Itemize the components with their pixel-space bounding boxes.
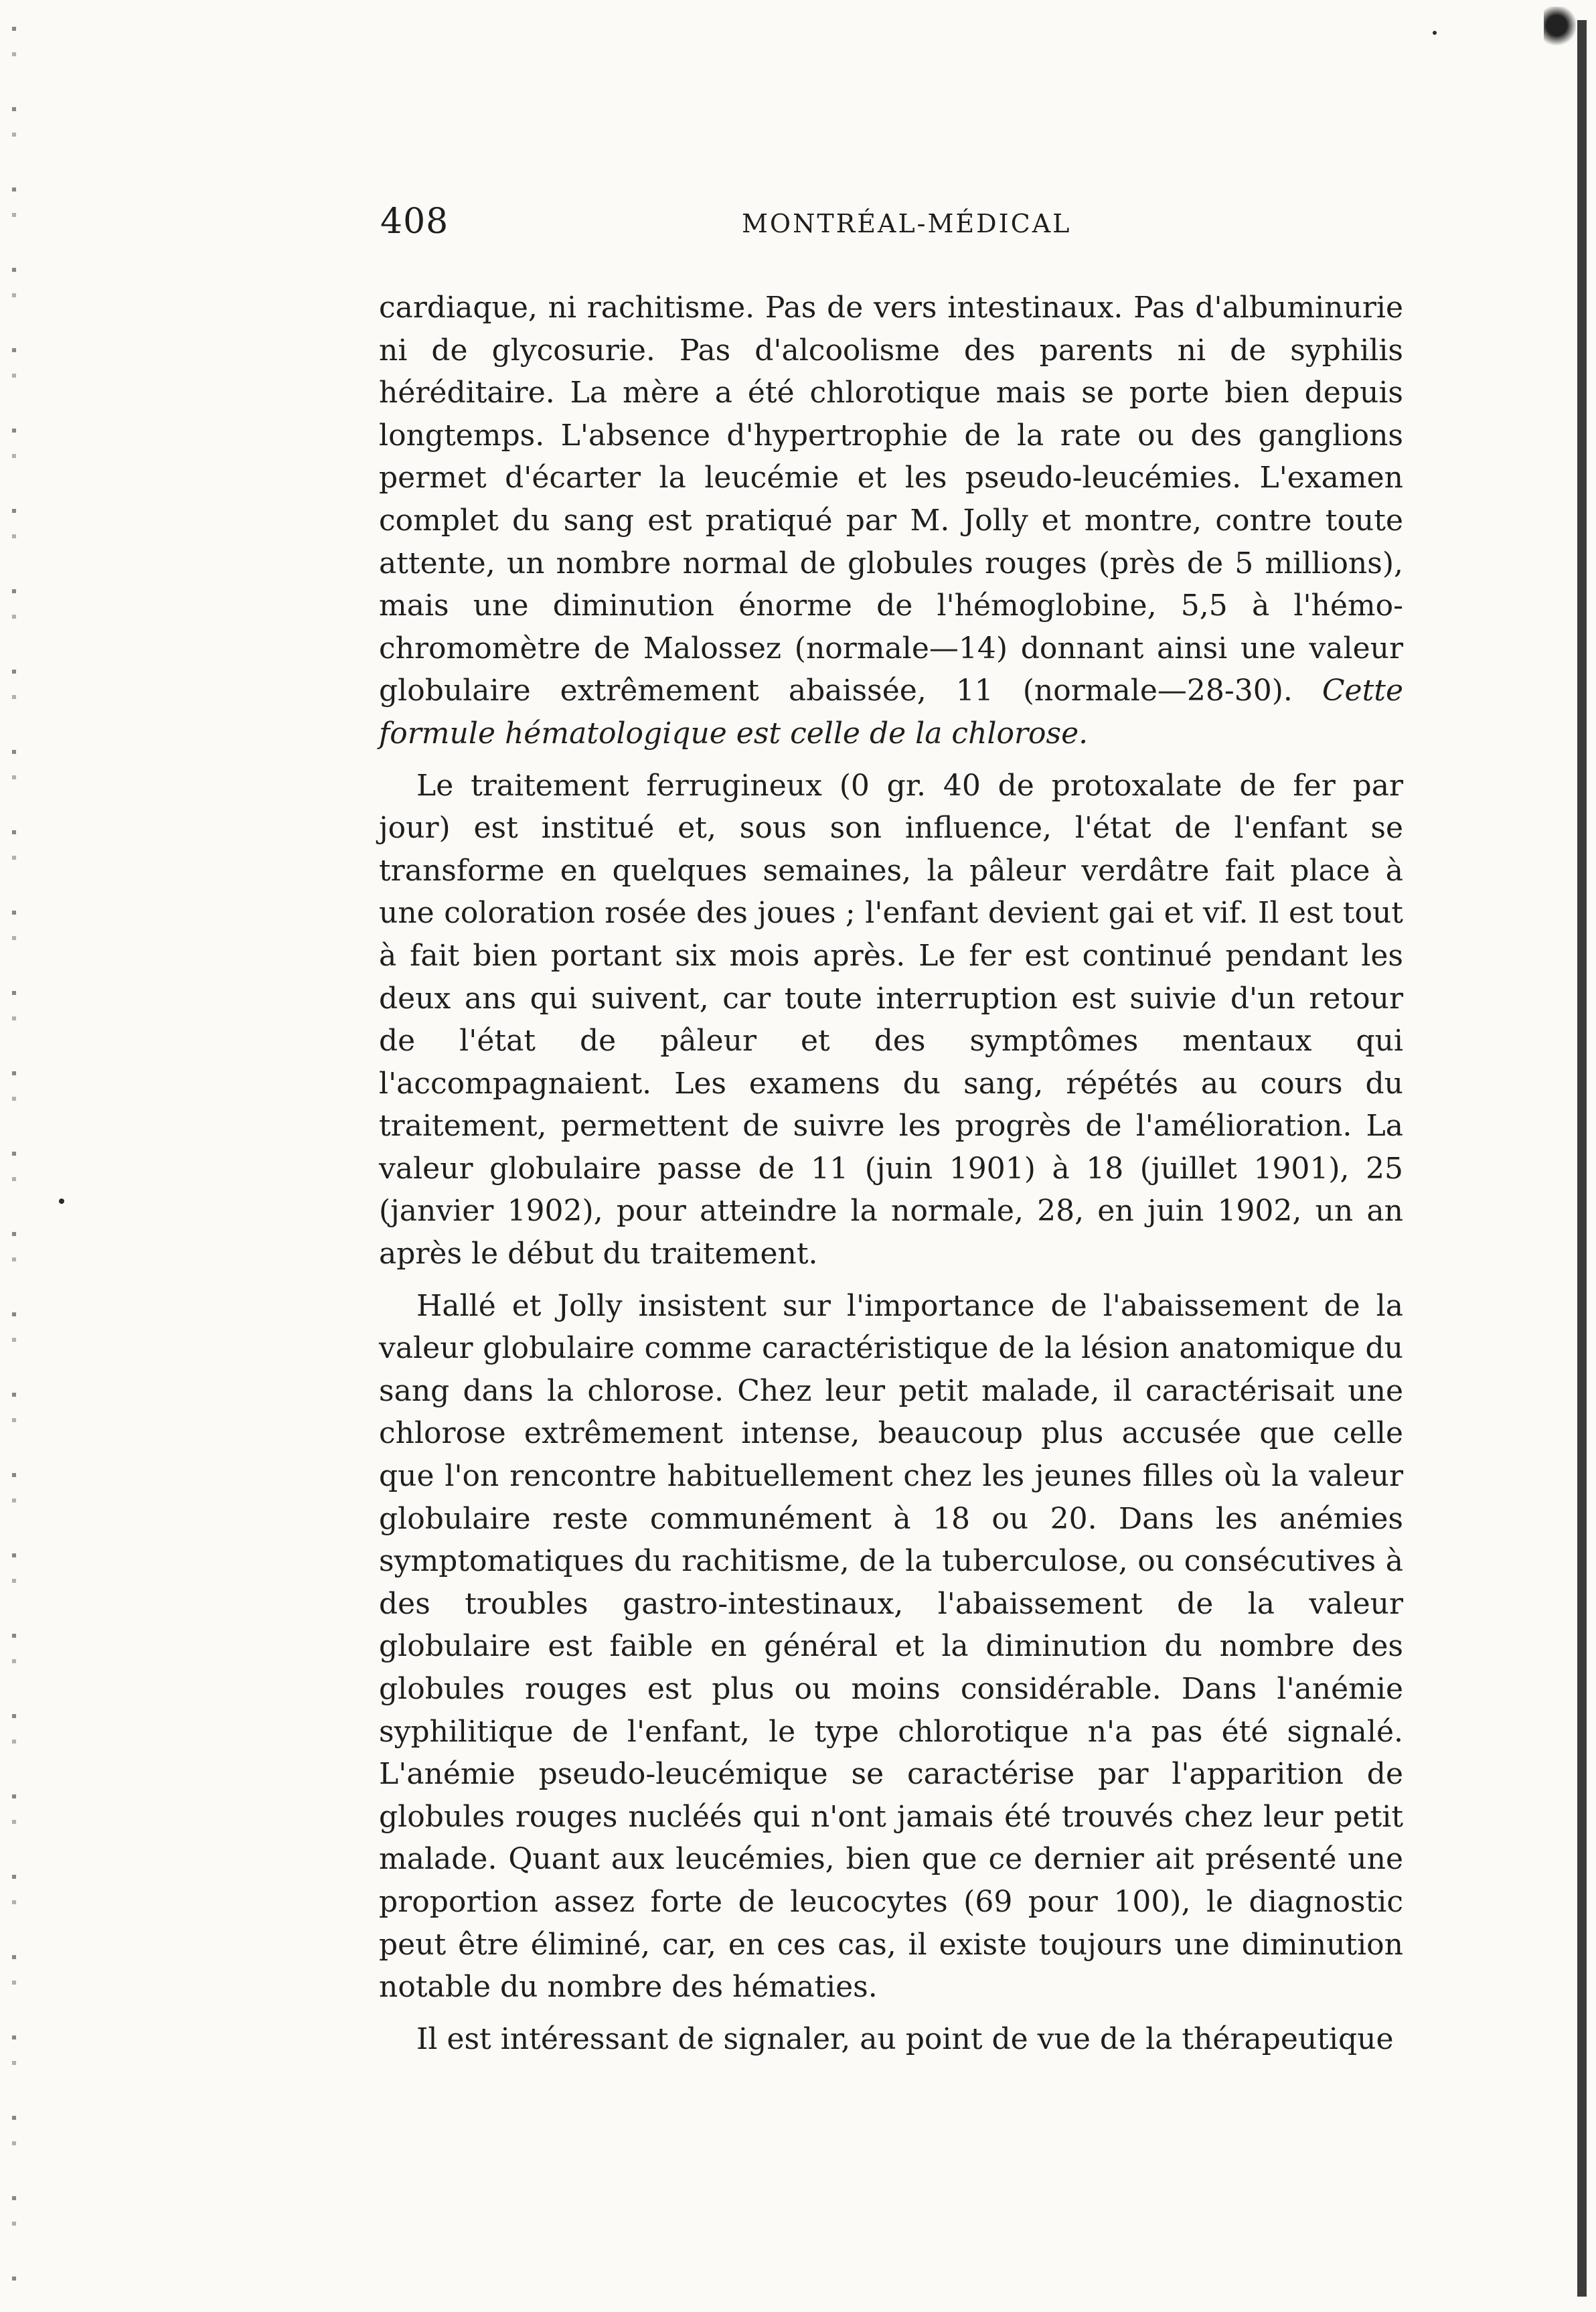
running-head	[380, 198, 1405, 245]
page-number: 408	[380, 202, 449, 242]
italic-sentence: Cette formule hématologique est celle de la chlorose.	[379, 674, 1403, 751]
paragraph: Hallé et Jolly insistent sur l'importance de l'abaissement de la valeur globulaire comme caractéristique de la lésion anatomique du sang dans la chlorose. Chez leur petit malade, il caractérisait une chlorose extrêmement intense, beaucoup plus accusée que celle que l'on rencontre habituellement chez les jeunes filles où la valeur globulaire reste communément à 18 ou 20. Dans les anémies symptomatiques du rachitisme, de la tuberculose, ou consécutives à des troubles gastro-intestinaux, l'abaissement de la valeur globulaire est faible en général et la diminution du nombre des globules rouges est plus ou moins considérable. Dans l'anémie syphilitique de l'enfant, le type chlorotique n'a pas été signalé. L'anémie pseudo-leucémique se caractérise par l'apparition de globules rouges nucléés qui n'ont jamais été trouvés chez leur petit malade. Quant aux leucémies, bien que ce dernier ait présenté une proportion assez forte de leucocytes (69 pour 100), le diagnostic peut être éliminé, car, en ces cas, il existe toujours une diminution notable du nombre des hématies.	[379, 1288, 1403, 2005]
paragraph-text: cardiaque, ni rachitisme. Pas de vers intestinaux. Pas d'albuminurie ni de glycosurie. Pas d'alcoolisme des parents ni de syphilis héréditaire. La mère a été chlorotique mais se porte bien depuis longtemps. L'absence d'hypertrophie de la rate ou des ganglions permet d'écarter la leucémie et les pseudo-leucémies. L'examen complet du sang est pratiqué par M. Jolly et montre, contre toute attente, un nombre normal de globules rouges (près de 5 millions), mais une diminution énorme de l'hémoglobine, 5,5 à l'hémo-chromomètre de Malossez (normale—14) donnant ainsi une valeur globulaire extrêmement abaissée, 11 (normale—28-30).	[379, 291, 1403, 708]
ink-speck	[59, 1199, 64, 1204]
page-edge-right	[1577, 20, 1587, 2297]
paragraph: Il est intéressant de signaler, au point de vue de la thérapeutique	[416, 2021, 1394, 2056]
ink-speck	[1433, 31, 1437, 35]
journal-title: MONTRÉAL-MÉDICAL	[742, 209, 1072, 238]
paragraph-continued	[379, 287, 1403, 755]
binding-edge-left	[12, 27, 16, 2290]
scan-smudge	[1544, 7, 1576, 54]
article-body	[379, 287, 1403, 2060]
paragraph: Le traitement ferrugineux (0 gr. 40 de protoxalate de fer par jour) est institué et, sous son influence, l'état de l'enfant se transforme en quelques semaines, la pâleur verdâtre fait place à une coloration rosée des joues ; l'enfant devient gai et vif. Il est tout à fait bien portant six mois après. Le fer est continué pendant les deux ans qui suivent, car toute interruption est suivie d'un retour de l'état de pâleur et des symptômes mentaux qui l'accompagnaient. Les examens du sang, répétés au cours du traitement, permettent de suivre les progrès de l'amélioration. La valeur globulaire passe de 11 (juin 1901) à 18 (juillet 1901), 25 (janvier 1902), pour atteindre la normale, 28, en juin 1902, un an après le début du traitement.	[379, 768, 1403, 1271]
